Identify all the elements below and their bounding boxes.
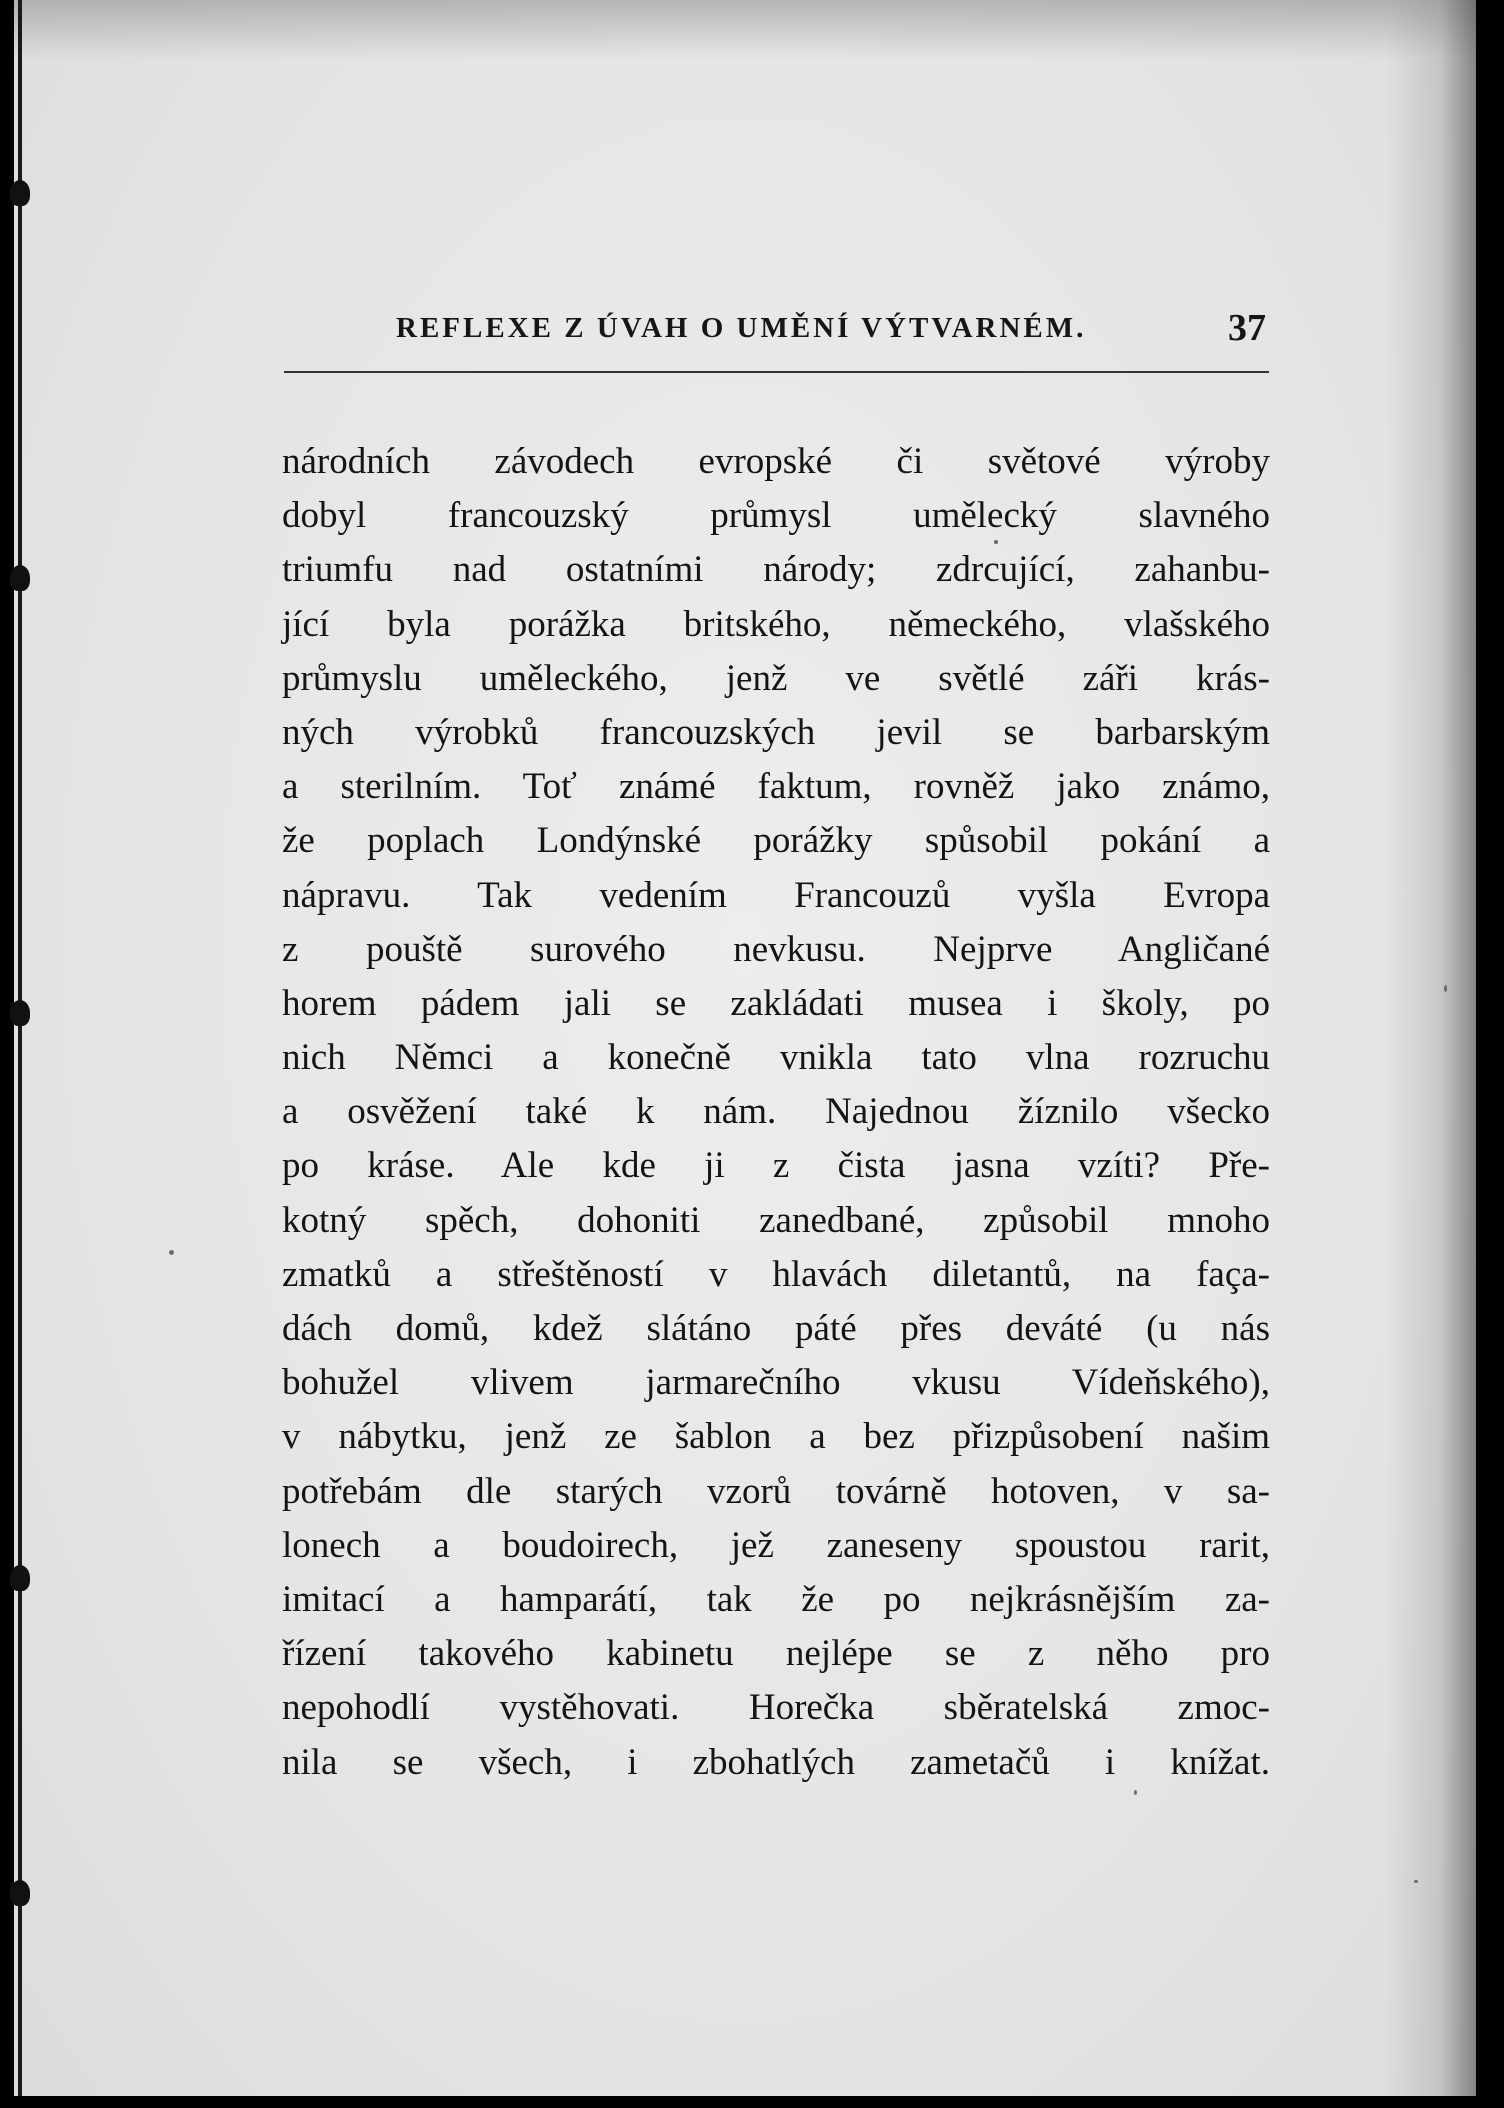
text-line: že poplach Londýnské porážky spůsobil pokání a bbox=[282, 820, 1270, 862]
paper-speck bbox=[169, 1250, 174, 1255]
paper-speck bbox=[1134, 1790, 1137, 1795]
text-line: horem pádem jali se zakládati musea i školy, po bbox=[282, 982, 1270, 1024]
text-line: průmyslu uměleckého, jenž ve světlé záři krás- bbox=[282, 657, 1270, 699]
text-line: triumfu nad ostatními národy; zdrcující, zahanbu- bbox=[282, 549, 1270, 591]
text-line: dobyl francouzský průmysl umělecký slavného bbox=[282, 495, 1270, 537]
body-text bbox=[282, 435, 1270, 1790]
text-line: z pouště surového nevkusu. Nejprve Angličané bbox=[282, 928, 1270, 970]
paper-sheet bbox=[14, 0, 1476, 2096]
right-edge-shadow bbox=[1386, 0, 1476, 2096]
text-line: kotný spěch, dohoniti zanedbané, způsobil mnoho bbox=[282, 1199, 1270, 1241]
text-line: dách domů, kdež slátáno páté přes deváté (u nás bbox=[282, 1308, 1270, 1349]
binding-mark bbox=[10, 1000, 30, 1026]
text-line: v nábytku, jenž ze šablon a bez přizpůsobení našim bbox=[282, 1416, 1270, 1458]
text-line: nepohodlí vystěhovati. Horečka sběratelská zmoc- bbox=[282, 1687, 1270, 1729]
text-line: nápravu. Tak vedením Francouzů vyšla Evropa bbox=[282, 874, 1270, 916]
text-line: potřebám dle starých vzorů továrně hotoven, v sa- bbox=[282, 1470, 1270, 1512]
text-line: národních závodech evropské či světové výroby bbox=[282, 441, 1270, 482]
text-line: bohužel vlivem jarmarečního vkusu Vídeňského), bbox=[282, 1362, 1270, 1404]
text-line: a osvěžení také k nám. Najednou žíznilo všecko bbox=[282, 1091, 1270, 1133]
paper-speck bbox=[1444, 985, 1447, 992]
paper-speck bbox=[1414, 1880, 1418, 1883]
text-line: nila se všech, i zbohatlých zametačů i knížat. bbox=[282, 1741, 1270, 1783]
text-line: zmatků a střeštěností v hlavách diletantů, na faça- bbox=[282, 1253, 1270, 1295]
running-head bbox=[284, 306, 1274, 356]
text-line: po kráse. Ale kde ji z čista jasna vzíti? Pře- bbox=[282, 1145, 1270, 1187]
binding-mark bbox=[10, 565, 30, 591]
text-line: ných výrobků francouzských jevil se barbarským bbox=[282, 711, 1270, 753]
page-number: 37 bbox=[1228, 307, 1266, 349]
text-line: řízení takového kabinetu nejlépe se z něho pro bbox=[282, 1633, 1270, 1675]
running-head-title: REFLEXE Z ÚVAH O UMĚNÍ VÝTVARNÉM. bbox=[396, 312, 1087, 344]
text-line: jící byla porážka britského, německého, vlašského bbox=[282, 603, 1270, 645]
binding-edge bbox=[18, 0, 22, 2096]
text-line: nich Němci a konečně vnikla tato vlna rozruchu bbox=[282, 1037, 1270, 1079]
binding-mark bbox=[10, 180, 30, 206]
header-rule bbox=[284, 371, 1269, 373]
binding-mark bbox=[10, 1880, 30, 1906]
top-edge-shadow bbox=[14, 0, 1476, 60]
text-line: a sterilním. Toť známé faktum, rovněž jako známo, bbox=[282, 766, 1270, 808]
text-line: lonech a boudoirech, jež zaneseny spoustou rarit, bbox=[282, 1524, 1270, 1566]
binding-mark bbox=[10, 1565, 30, 1591]
text-line: imitací a hamparátí, tak že po nejkrásnějším za- bbox=[282, 1578, 1270, 1620]
